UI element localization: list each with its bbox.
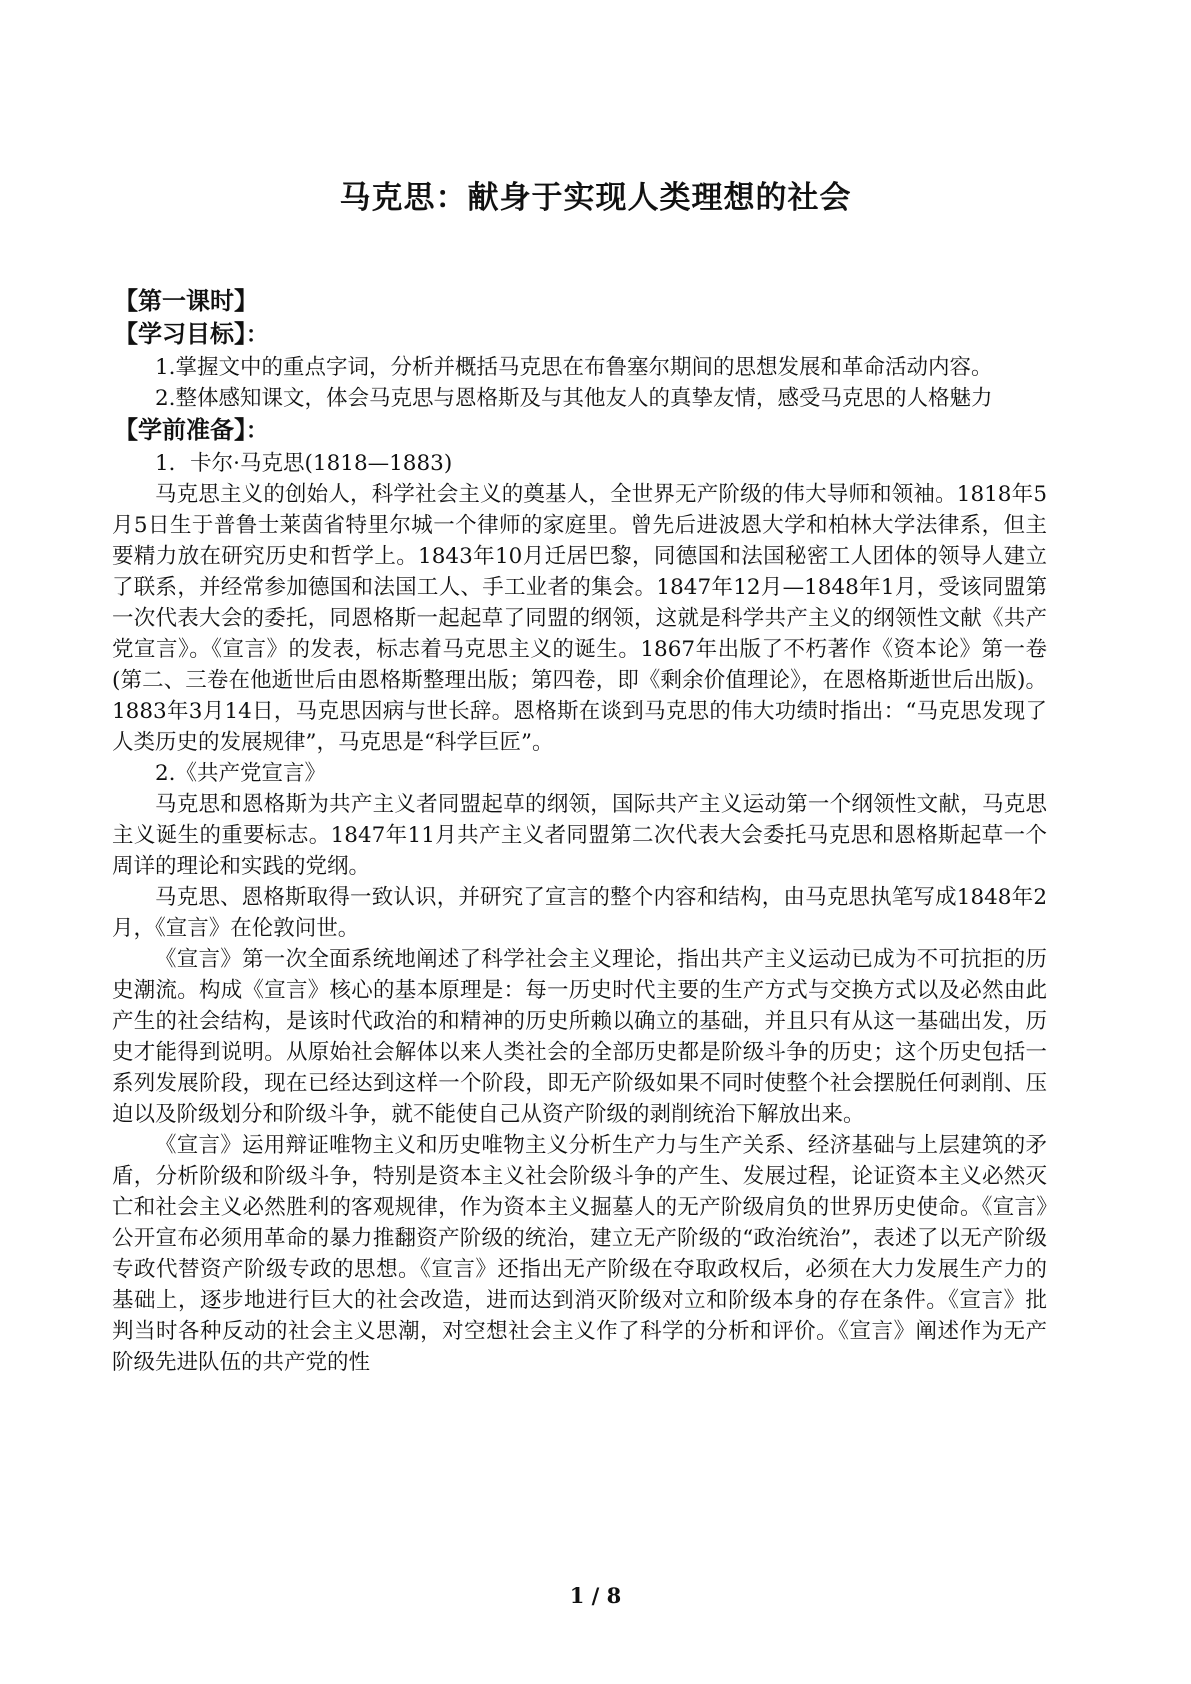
paragraph: 马克思、恩格斯取得一致认识，并研究了宣言的整个内容和结构，由马克思执笔写成1848年2月，《宣言》在伦敦问世。 — [112, 885, 1047, 941]
section-heading-goals — [114, 318, 1047, 352]
paragraph: 马克思和恩格斯为共产主义者同盟起草的纲领，国际共产主义运动第一个纲领性文献，马克思主义诞生的重要标志。1847年11月共产主义者同盟第二次代表大会委托马克思和恩格斯起草一个周详的理论和实践的党纲。 — [112, 792, 1047, 879]
section-heading-goals-label: 【学习目标】 — [114, 320, 246, 348]
section-heading-goals-colon: ： — [246, 323, 269, 348]
section-heading-prep-label: 【学前准备】 — [114, 416, 246, 444]
paragraph: 马克思主义的创始人，科学社会主义的奠基人，全世界无产阶级的伟大导师和领袖。1818年5月5日生于普鲁士莱茵省特里尔城一个律师的家庭里。曾先后进波恩大学和柏林大学法律系，但主要精力放在研究历史和哲学上。1843年10月迁居巴黎，同德国和法国秘密工人团体的领导人建立了联系，并经常参加德国和法国工人、手工业者的集会。1847年12月—1848年1月，受该同盟第一次代表大会的委托，同恩格斯一起起草了同盟的纲领，这就是科学共产主义的纲领性文献《共产党宣言》。《宣言》的发表，标志着马克思主义的诞生。1867年出版了不朽著作《资本论》第一卷(第二、三卷在他逝世后由恩格斯整理出版；第四卷，即《剩余价值理论》，在恩格斯逝世后出版)。1883年3月14日，马克思因病与世长辞。恩格斯在谈到马克思的伟大功绩时指出：“马克思发现了人类历史的发展规律”，马克思是“科学巨匠”。 — [112, 482, 1047, 755]
section-heading-prep-colon: ： — [246, 419, 269, 444]
page-number: 1 / 8 — [569, 1583, 622, 1608]
prep-item-title: 2.《共产党宣言》 — [155, 761, 327, 786]
paragraph: 《宣言》运用辩证唯物主义和历史唯物主义分析生产力与生产关系、经济基础与上层建筑的矛盾，分析阶级和阶级斗争，特别是资本主义社会阶级斗争的产生、发展过程，论证资本主义必然灭亡和社会主义必然胜利的客观规律，作为资本主义掘墓人的无产阶级肩负的世界历史使命。《宣言》公开宣布必须用革命的暴力推翻资产阶级的统治，建立无产阶级的“政治统治”，表述了以无产阶级专政代替资产阶级专政的思想。《宣言》还指出无产阶级在夺取政权后，必须在大力发展生产力的基础上，逐步地进行巨大的社会改造，进而达到消灭阶级对立和阶级本身的存在条件。《宣言》批判当时各种反动的社会主义思潮，对空想社会主义作了科学的分析和评价。《宣言》阐述作为无产阶级先进队伍的共产党的性 — [112, 1133, 1047, 1375]
goal-item: 1.掌握文中的重点字词，分析并概括马克思在布鲁塞尔期间的思想发展和革命活动内容。 — [155, 355, 993, 380]
goal-item: 2.整体感知课文，体会马克思与恩格斯及与其他友人的真挚友情，感受马克思的人格魅力 — [155, 386, 993, 411]
prep-item-title: 1．卡尔·马克思(1818—1883) — [155, 451, 453, 476]
document-body — [112, 285, 1047, 1378]
paragraph: 《宣言》第一次全面系统地阐述了科学社会主义理论，指出共产主义运动已成为不可抗拒的历史潮流。构成《宣言》核心的基本原理是：每一历史时代主要的生产方式与交换方式以及必然由此产生的社会结构，是该时代政治的和精神的历史所赖以确立的基础，并且只有从这一基础出发，历史才能得到说明。从原始社会解体以来人类社会的全部历史都是阶级斗争的历史；这个历史包括一系列发展阶段，现在已经达到这样一个阶段，即无产阶级如果不同时使整个社会摆脱任何剥削、压迫以及阶级划分和阶级斗争，就不能使自己从资产阶级的剥削统治下解放出来。 — [112, 947, 1047, 1127]
section-heading-prep — [114, 414, 1047, 448]
section-heading-lesson: 【第一课时】 — [114, 287, 258, 315]
page-title: 马克思：献身于实现人类理想的社会 — [339, 180, 852, 216]
